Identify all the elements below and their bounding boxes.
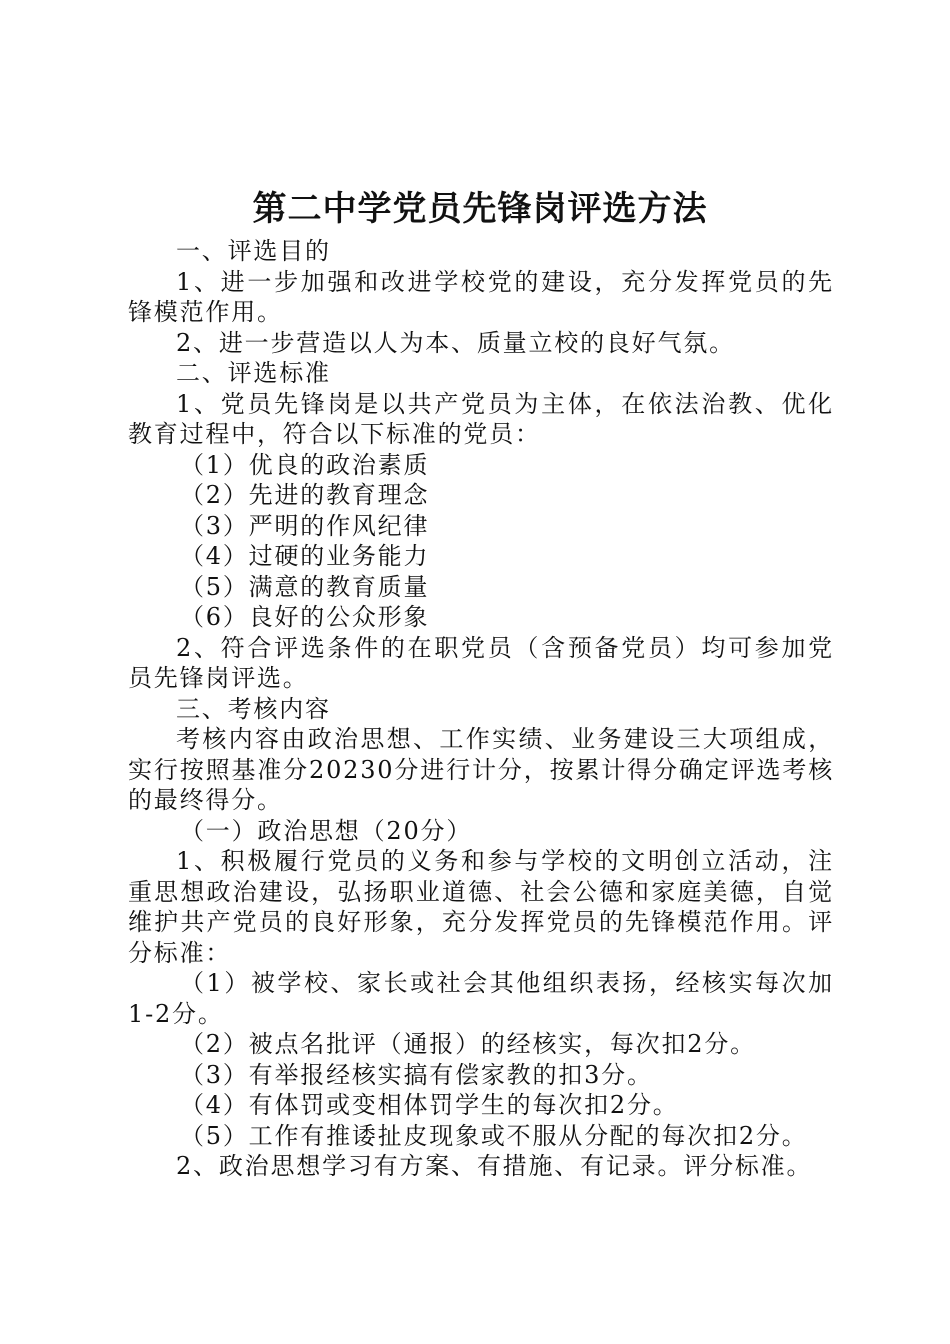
paragraph: 考核内容由政治思想、工作实绩、业务建设三大项组成，实行按照基准分20230分进行计分，按累计得分确定评选考核的最终得分。 (128, 725, 834, 814)
list-item: （4）有体罚或变相体罚学生的每次扣2分。 (180, 1091, 679, 1119)
section-heading: 一、评选目的 (176, 237, 331, 265)
document-title: 第二中学党员先锋岗评选方法 (252, 189, 708, 229)
list-item: （1）被学校、家长或社会其他组织表扬，经核实每次加1-2分。 (128, 969, 834, 1028)
list-item: （5）满意的教育质量 (180, 572, 430, 601)
paragraph: 1、积极履行党员的义务和参与学校的文明创立活动，注重思想政治建设，弘扬职业道德、社会公德和家庭美德，自觉维护共产党员的良好形象，充分发挥党员的先锋模范作用。评分标准： (128, 847, 834, 967)
section-heading: 二、评选标准 (176, 359, 331, 387)
list-item: （1）优良的政治素质 (180, 450, 430, 479)
paragraph: 2、进一步营造以人为本、质量立校的良好气氛。 (176, 328, 735, 357)
list-item: （6）良好的公众形象 (180, 603, 430, 631)
paragraph: 2、符合评选条件的在职党员（含预备党员）均可参加党员先锋岗评选。 (128, 633, 834, 692)
list-item: （2）先进的教育理念 (180, 481, 430, 509)
paragraph: 1、党员先锋岗是以共产党员为主体，在依法治教、优化教育过程中，符合以下标准的党员： (128, 389, 834, 448)
document-body (128, 236, 834, 1182)
list-item: （4）过硬的业务能力 (180, 542, 430, 570)
list-item: （2）被点名批评（通报）的经核实，每次扣2分。 (180, 1030, 756, 1058)
section-heading: 三、考核内容 (176, 694, 331, 723)
list-item: （5）工作有推诿扯皮现象或不服从分配的每次扣2分。 (180, 1121, 808, 1150)
paragraph: 2、政治思想学习有方案、有措施、有记录。评分标准。 (176, 1152, 813, 1180)
list-item: （3）有举报经核实搞有偿家教的扣3分。 (180, 1060, 653, 1089)
list-item: （3）严明的作风纪律 (180, 511, 430, 540)
paragraph: 1、进一步加强和改进学校党的建设，充分发挥党员的先锋模范作用。 (128, 267, 834, 326)
subsection-heading: （一）政治思想（20分） (180, 816, 473, 845)
